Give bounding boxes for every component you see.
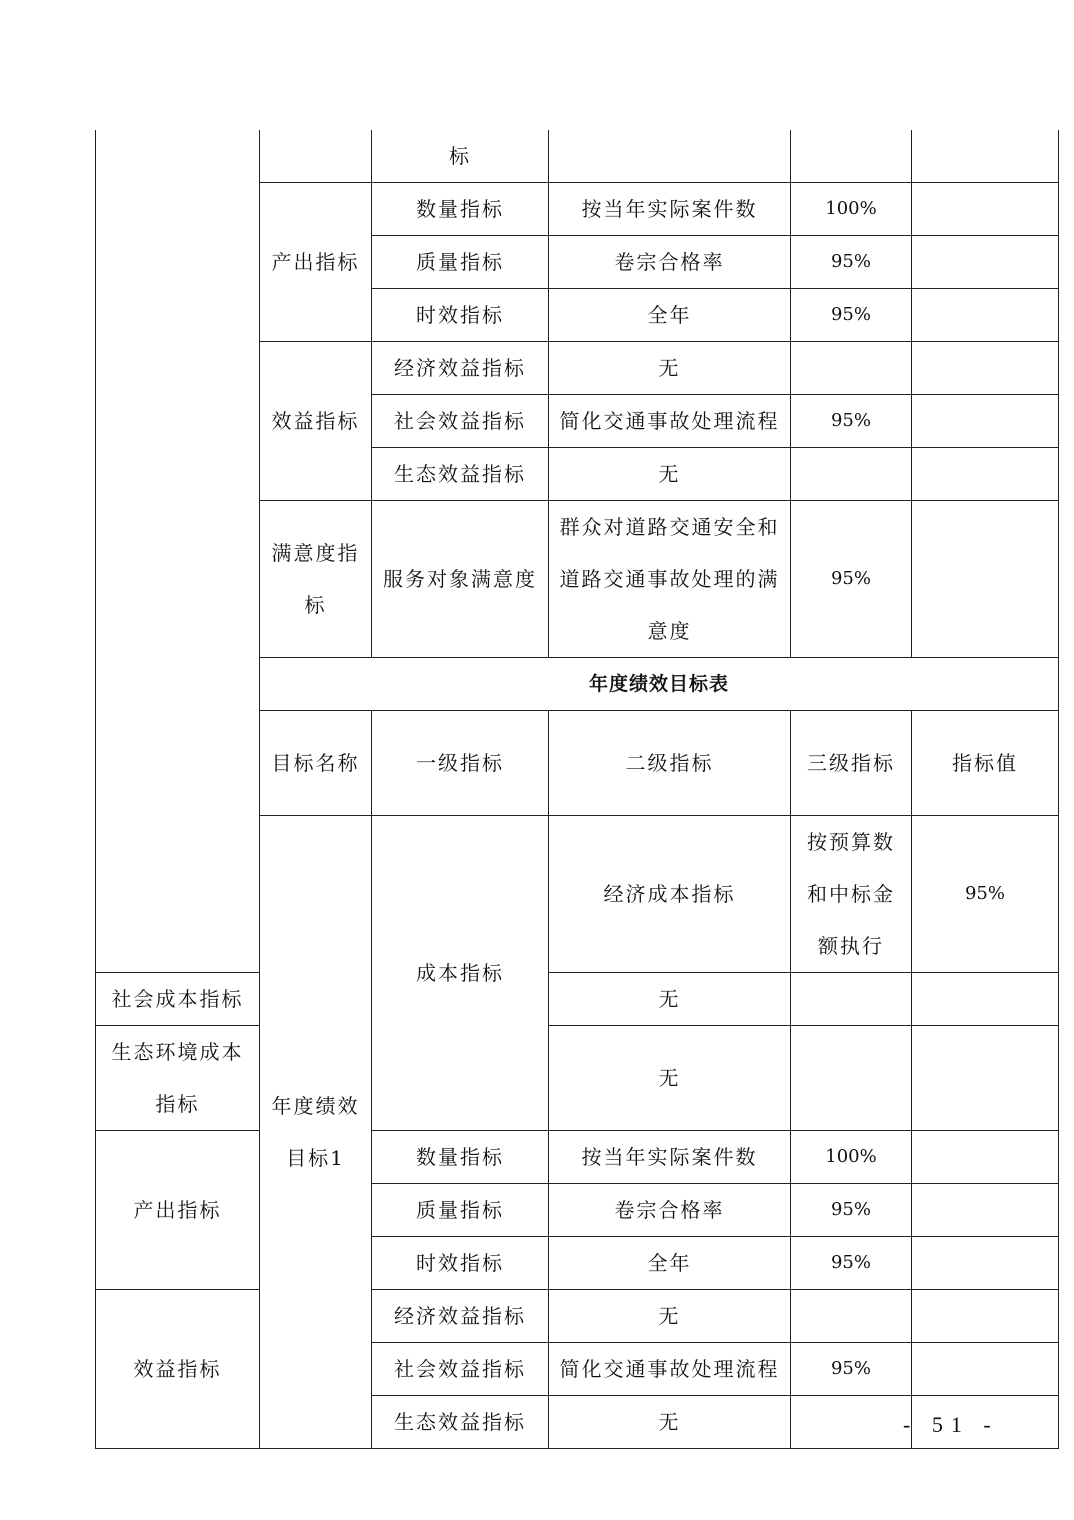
remark-cell: [912, 1184, 1059, 1237]
level2-cell: 时效指标: [372, 289, 549, 342]
level2-cell: 生态效益指标: [372, 448, 549, 501]
level2-cell: 服务对象满意度: [372, 501, 549, 658]
table-title: 年度绩效目标表: [260, 658, 1059, 711]
value-cell: [791, 448, 912, 501]
level1-cell: 效益指标: [96, 1290, 260, 1449]
level3-cell: 按当年实际案件数: [549, 1131, 791, 1184]
level2-cell: 质量指标: [372, 236, 549, 289]
column-header: 指标值: [912, 711, 1059, 816]
column-header: 目标名称: [260, 711, 372, 816]
remark-cell: [912, 395, 1059, 448]
level3-cell: 无: [549, 1396, 791, 1449]
performance-table: [95, 130, 1059, 1449]
value-cell: 95%: [791, 289, 912, 342]
level3-cell: 简化交通事故处理流程: [549, 395, 791, 448]
level1-cell: 产出指标: [260, 183, 372, 342]
level2-cell: 社会效益指标: [372, 395, 549, 448]
level2-cell: 生态环境成本指标: [96, 1026, 260, 1131]
level2-cell: 数量指标: [372, 1131, 549, 1184]
page-number: - 51 -: [903, 1412, 999, 1437]
value-cell: [791, 973, 912, 1026]
level3-cell: 按预算数和中标金额执行: [791, 816, 912, 973]
table-row: [96, 130, 1059, 183]
remark-cell: [912, 1131, 1059, 1184]
level3-cell: 无: [549, 973, 791, 1026]
value-cell: [791, 1396, 912, 1449]
remark-cell: [912, 1026, 1059, 1131]
remark-cell: [912, 973, 1059, 1026]
level2-cell: 社会成本指标: [96, 973, 260, 1026]
remark-cell: [912, 448, 1059, 501]
value-cell: 95%: [791, 1343, 912, 1396]
value-cell: [791, 1290, 912, 1343]
column-header: 三级指标: [791, 711, 912, 816]
level3-cell: 按当年实际案件数: [549, 183, 791, 236]
table-row: [96, 1131, 1059, 1184]
table-row: [96, 1290, 1059, 1343]
level1-cell: 效益指标: [260, 342, 372, 501]
remark-cell: [912, 289, 1059, 342]
column-header: 二级指标: [549, 711, 791, 816]
remark-cell: [912, 342, 1059, 395]
level3-cell: 群众对道路交通安全和道路交通事故处理的满意度: [549, 501, 791, 658]
value-cell: 95%: [791, 395, 912, 448]
level2-cell: 标: [372, 130, 549, 183]
level3-cell: 无: [549, 1290, 791, 1343]
value-cell: 95%: [791, 501, 912, 658]
remark-cell: [912, 130, 1059, 183]
level3-cell: 全年: [549, 289, 791, 342]
level2-cell: 生态效益指标: [372, 1396, 549, 1449]
remark-cell: [912, 501, 1059, 658]
value-cell: [791, 130, 912, 183]
table-row: [96, 973, 1059, 1026]
level1-cell: 满意度指标: [260, 501, 372, 658]
value-cell: 95%: [791, 236, 912, 289]
value-cell: 100%: [791, 183, 912, 236]
level1-cell-empty: [260, 130, 372, 183]
table-row: [96, 1026, 1059, 1131]
level3-cell: 简化交通事故处理流程: [549, 1343, 791, 1396]
level2-cell: 经济成本指标: [549, 816, 791, 973]
remark-cell: [912, 1343, 1059, 1396]
column-header: 一级指标: [372, 711, 549, 816]
level3-cell: 无: [549, 448, 791, 501]
value-cell: 100%: [791, 1131, 912, 1184]
value-cell: [791, 1026, 912, 1131]
level2-cell: 社会效益指标: [372, 1343, 549, 1396]
level2-cell: 时效指标: [372, 1237, 549, 1290]
level3-cell: 全年: [549, 1237, 791, 1290]
goal-name-cell: 年度绩效目标1: [260, 816, 372, 1449]
remark-cell: [912, 236, 1059, 289]
remark-cell: [912, 1237, 1059, 1290]
value-cell: 95%: [912, 816, 1059, 973]
level2-cell: 数量指标: [372, 183, 549, 236]
goal-name-cell-empty: [96, 130, 260, 973]
level1-cell: 产出指标: [96, 1131, 260, 1290]
level2-cell: 质量指标: [372, 1184, 549, 1237]
value-cell: 95%: [791, 1237, 912, 1290]
level3-cell: 无: [549, 1026, 791, 1131]
remark-cell: [912, 183, 1059, 236]
level3-cell: 卷宗合格率: [549, 1184, 791, 1237]
remark-cell: [912, 1290, 1059, 1343]
level3-cell: 无: [549, 342, 791, 395]
value-cell: 95%: [791, 1184, 912, 1237]
level1-cell: 成本指标: [372, 816, 549, 1131]
level3-cell: [549, 130, 791, 183]
value-cell: [791, 342, 912, 395]
level2-cell: 经济效益指标: [372, 1290, 549, 1343]
level3-cell: 卷宗合格率: [549, 236, 791, 289]
level2-cell: 经济效益指标: [372, 342, 549, 395]
